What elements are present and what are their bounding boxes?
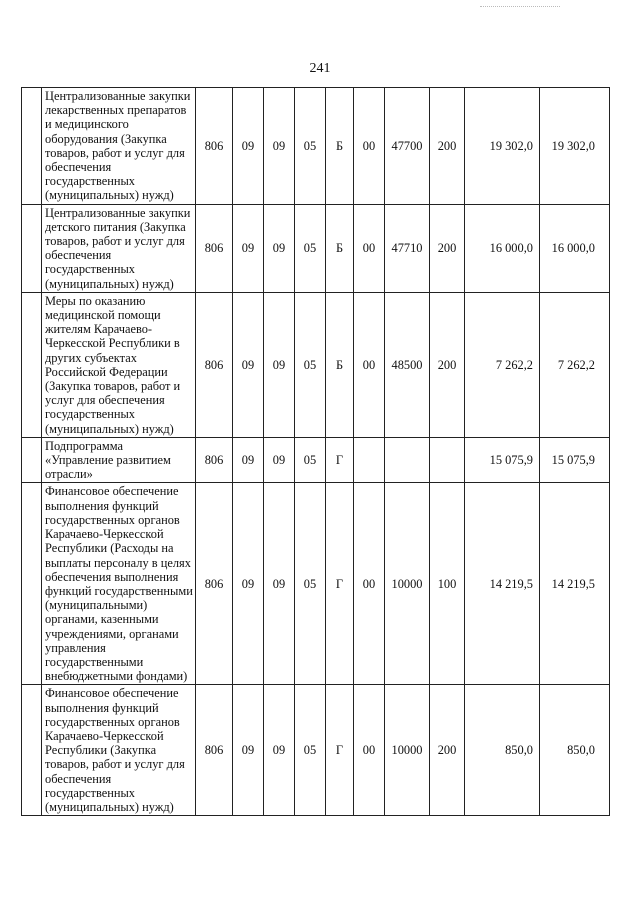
ministry-code-cell: 806 (196, 437, 233, 483)
program-code-cell: 05 (295, 685, 326, 816)
table-row (22, 204, 610, 292)
row-index-cell (22, 204, 42, 292)
main-event-code-cell: 00 (354, 88, 385, 205)
table-row (22, 88, 610, 205)
scan-artifact (480, 0, 560, 7)
main-event-code-cell (354, 437, 385, 483)
program-code-cell: 05 (295, 204, 326, 292)
main-event-code-cell: 00 (354, 483, 385, 685)
row-index-cell (22, 483, 42, 685)
expense-type-code-cell: 200 (430, 88, 465, 205)
table-row (22, 292, 610, 437)
row-name-cell: Финансовое обеспечение выполнения функций государственных органов Карачаево-Черкесской Республики (Закупка товаров, работ и услуг для обеспечения государственных (муниципальных) нужд) (42, 685, 196, 816)
subprogram-code-cell: Г (326, 437, 354, 483)
subsection-code-cell: 09 (264, 437, 295, 483)
subsection-code-cell: 09 (264, 204, 295, 292)
row-index-cell (22, 437, 42, 483)
amount-first-cell: 16 000,0 (465, 204, 540, 292)
expense-direction-code-cell (385, 437, 430, 483)
section-code-cell: 09 (233, 204, 264, 292)
row-index-cell (22, 88, 42, 205)
expense-type-code-cell: 100 (430, 483, 465, 685)
row-name-cell: Финансовое обеспечение выполнения функций государственных органов Карачаево-Черкесской Республики (Расходы на выплаты персоналу в целях обеспечения выполнения функций государственными (муниципальными) органами, казенными учреждениями, органами управления государственными внебюджетными фондами) (42, 483, 196, 685)
amount-second-cell: 16 000,0 (540, 204, 610, 292)
section-code-cell: 09 (233, 292, 264, 437)
section-code-cell: 09 (233, 88, 264, 205)
subprogram-code-cell: Б (326, 292, 354, 437)
program-code-cell: 05 (295, 292, 326, 437)
expense-direction-code-cell: 10000 (385, 483, 430, 685)
amount-first-cell: 7 262,2 (465, 292, 540, 437)
program-code-cell: 05 (295, 437, 326, 483)
amount-second-cell: 15 075,9 (540, 437, 610, 483)
table-row (22, 483, 610, 685)
ministry-code-cell: 806 (196, 204, 233, 292)
ministry-code-cell: 806 (196, 292, 233, 437)
section-code-cell: 09 (233, 437, 264, 483)
row-index-cell (22, 685, 42, 816)
subsection-code-cell: 09 (264, 292, 295, 437)
program-code-cell: 05 (295, 483, 326, 685)
row-name-cell: Централизованные закупки лекарственных препаратов и медицинского оборудования (Закупка товаров, работ и услуг для обеспечения государственных (муниципальных) нужд) (42, 88, 196, 205)
subprogram-code-cell: Г (326, 483, 354, 685)
expense-type-code-cell: 200 (430, 204, 465, 292)
budget-table (21, 87, 610, 816)
main-event-code-cell: 00 (354, 685, 385, 816)
amount-first-cell: 15 075,9 (465, 437, 540, 483)
table-row (22, 685, 610, 816)
row-name-cell: Централизованные закупки детского питания (Закупка товаров, работ и услуг для обеспечения государственных (муниципальных) нужд) (42, 204, 196, 292)
ministry-code-cell: 806 (196, 483, 233, 685)
row-name-cell: Меры по оказанию медицинской помощи жителям Карачаево-Черкесской Республики в других субъектах Российской Федерации (Закупка товаров, работ и услуг для обеспечения государственных (муниципальных) нужд) (42, 292, 196, 437)
subsection-code-cell: 09 (264, 88, 295, 205)
expense-type-code-cell (430, 437, 465, 483)
subprogram-code-cell: Б (326, 88, 354, 205)
subprogram-code-cell: Б (326, 204, 354, 292)
expense-direction-code-cell: 47710 (385, 204, 430, 292)
section-code-cell: 09 (233, 483, 264, 685)
ministry-code-cell: 806 (196, 685, 233, 816)
main-event-code-cell: 00 (354, 292, 385, 437)
amount-first-cell: 14 219,5 (465, 483, 540, 685)
row-index-cell (22, 292, 42, 437)
expense-direction-code-cell: 47700 (385, 88, 430, 205)
expense-direction-code-cell: 10000 (385, 685, 430, 816)
amount-first-cell: 19 302,0 (465, 88, 540, 205)
amount-second-cell: 19 302,0 (540, 88, 610, 205)
amount-second-cell: 7 262,2 (540, 292, 610, 437)
amount-second-cell: 14 219,5 (540, 483, 610, 685)
subsection-code-cell: 09 (264, 483, 295, 685)
subsection-code-cell: 09 (264, 685, 295, 816)
page-number: 241 (309, 61, 331, 76)
program-code-cell: 05 (295, 88, 326, 205)
ministry-code-cell: 806 (196, 88, 233, 205)
expense-type-code-cell: 200 (430, 685, 465, 816)
row-name-cell: Подпрограмма «Управление развитием отрасли» (42, 437, 196, 483)
section-code-cell: 09 (233, 685, 264, 816)
table-body (22, 88, 610, 816)
expense-type-code-cell: 200 (430, 292, 465, 437)
amount-first-cell: 850,0 (465, 685, 540, 816)
amount-second-cell: 850,0 (540, 685, 610, 816)
subprogram-code-cell: Г (326, 685, 354, 816)
table-row (22, 437, 610, 483)
main-event-code-cell: 00 (354, 204, 385, 292)
expense-direction-code-cell: 48500 (385, 292, 430, 437)
